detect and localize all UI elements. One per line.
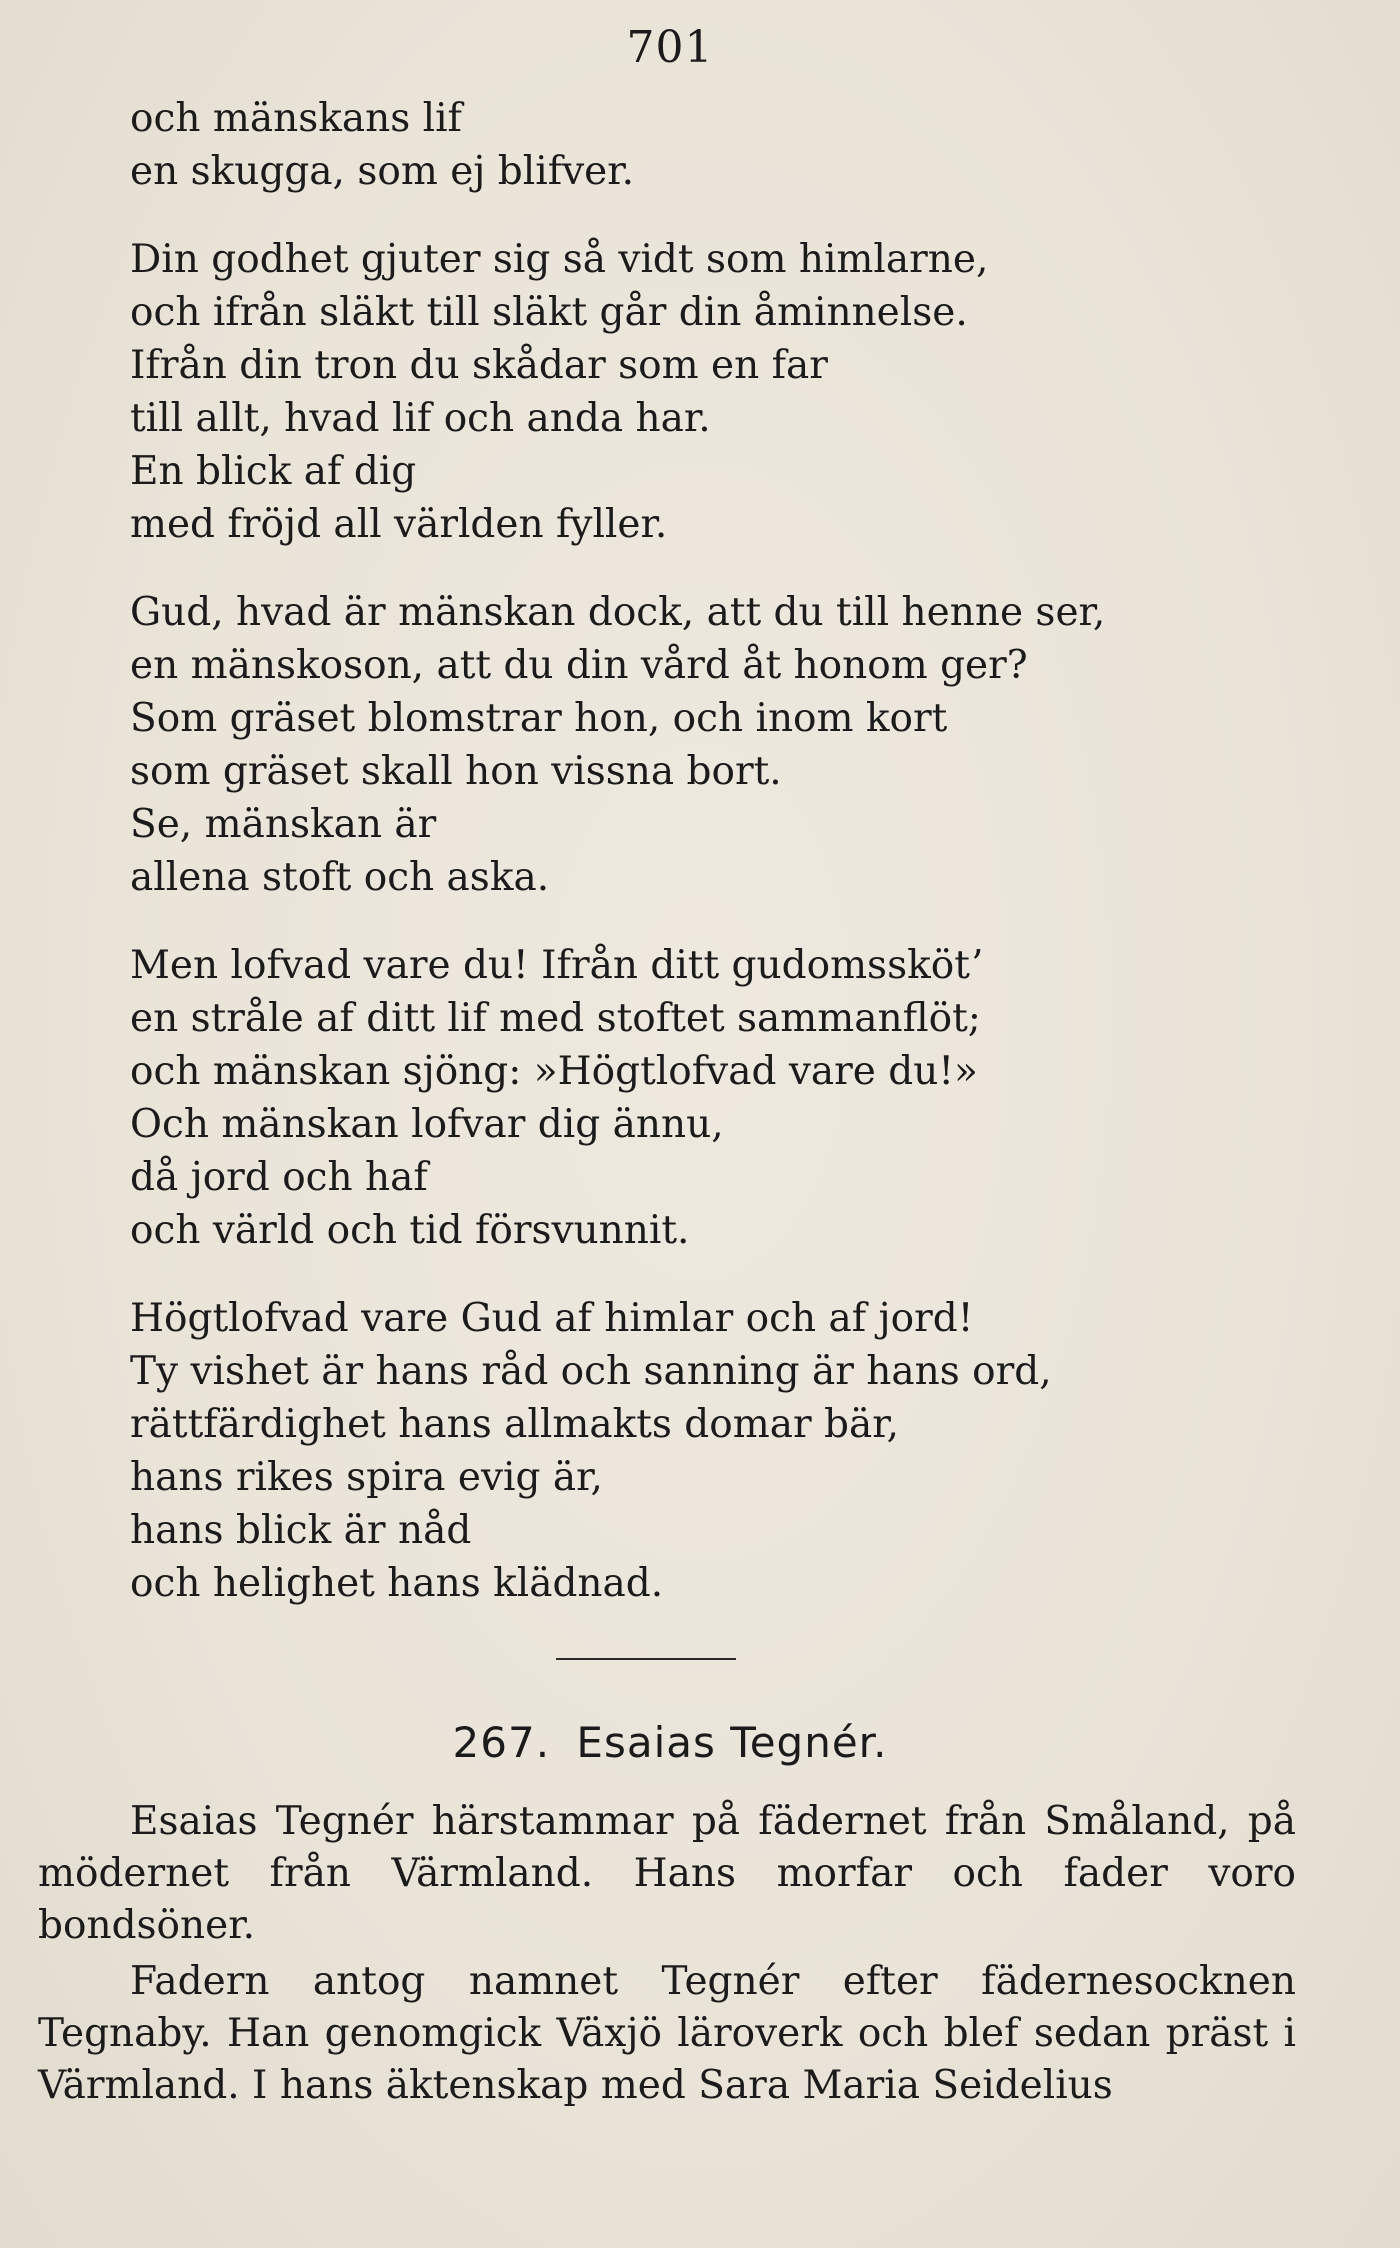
poem-line: Gud, hvad är mänskan dock, att du till henne ser, bbox=[130, 590, 1106, 635]
poem-line: och mänskans lif bbox=[130, 96, 462, 141]
section-heading bbox=[0, 1718, 1340, 1767]
poem-line: då jord och haf bbox=[130, 1155, 428, 1200]
poem-line: med fröjd all världen fyller. bbox=[130, 502, 668, 547]
section-number: 267. bbox=[452, 1718, 551, 1767]
poem-line: och ifrån släkt till släkt går din åminnelse. bbox=[130, 290, 968, 335]
paragraph: Esaias Tegnér härstammar på fädernet från Småland, på mödernet från Värmland. Hans morfar och fader voro bondsöner. bbox=[38, 1799, 1296, 1948]
poem-line: rättfärdighet hans allmakts domar bär, bbox=[130, 1402, 899, 1447]
poem-line: Högtlofvad vare Gud af himlar och af jord! bbox=[130, 1296, 974, 1341]
poem-line: En blick af dig bbox=[130, 449, 417, 494]
poem-line: och mänskan sjöng: »Högtlofvad vare du!» bbox=[130, 1049, 978, 1094]
poem-line: Och mänskan lofvar dig ännu, bbox=[130, 1102, 724, 1147]
poem-line: Ifrån din tron du skådar som en far bbox=[130, 343, 828, 388]
poem-line: Se, mänskan är bbox=[130, 802, 437, 847]
poem-line: och helighet hans klädnad. bbox=[130, 1561, 664, 1606]
poem-line: till allt, hvad lif och anda har. bbox=[130, 396, 711, 441]
stanza bbox=[130, 1292, 1330, 1610]
stanza bbox=[130, 586, 1330, 904]
poem-line: Din godhet gjuter sig så vidt som himlarne, bbox=[130, 237, 989, 282]
stanza bbox=[130, 233, 1330, 551]
poem-line: Ty vishet är hans råd och sanning är hans ord, bbox=[130, 1349, 1052, 1394]
poem-line: en stråle af ditt lif med stoftet sammanflöt; bbox=[130, 996, 981, 1041]
poem-line: som gräset skall hon vissna bort. bbox=[130, 749, 782, 794]
poem-line: och värld och tid försvunnit. bbox=[130, 1208, 690, 1253]
paragraph: Fadern antog namnet Tegnér efter fädernesocknen Tegnaby. Han genomgick Växjö läroverk och blef sedan präst i Värmland. I hans äktenskap med Sara Maria Seidelius bbox=[38, 1959, 1296, 2108]
stanza bbox=[130, 939, 1330, 1257]
poem-line: allena stoft och aska. bbox=[130, 855, 550, 900]
poem-line: en mänskoson, att du din vård åt honom ger? bbox=[130, 643, 1028, 688]
poem-line: hans rikes spira evig är, bbox=[130, 1455, 603, 1500]
poem-line: Men lofvad vare du! Ifrån ditt gudomsskötʼ bbox=[130, 943, 983, 988]
biography-text bbox=[38, 1796, 1296, 2116]
section-divider bbox=[556, 1658, 736, 1660]
stanza bbox=[130, 92, 1330, 198]
section-title: Esaias Tegnér. bbox=[576, 1718, 888, 1767]
poem-line: en skugga, som ej blifver. bbox=[130, 149, 634, 194]
page-number: 701 bbox=[626, 22, 714, 73]
poem-line: hans blick är nåd bbox=[130, 1508, 472, 1553]
poem bbox=[130, 92, 1330, 1645]
poem-line: Som gräset blomstrar hon, och inom kort bbox=[130, 696, 948, 741]
